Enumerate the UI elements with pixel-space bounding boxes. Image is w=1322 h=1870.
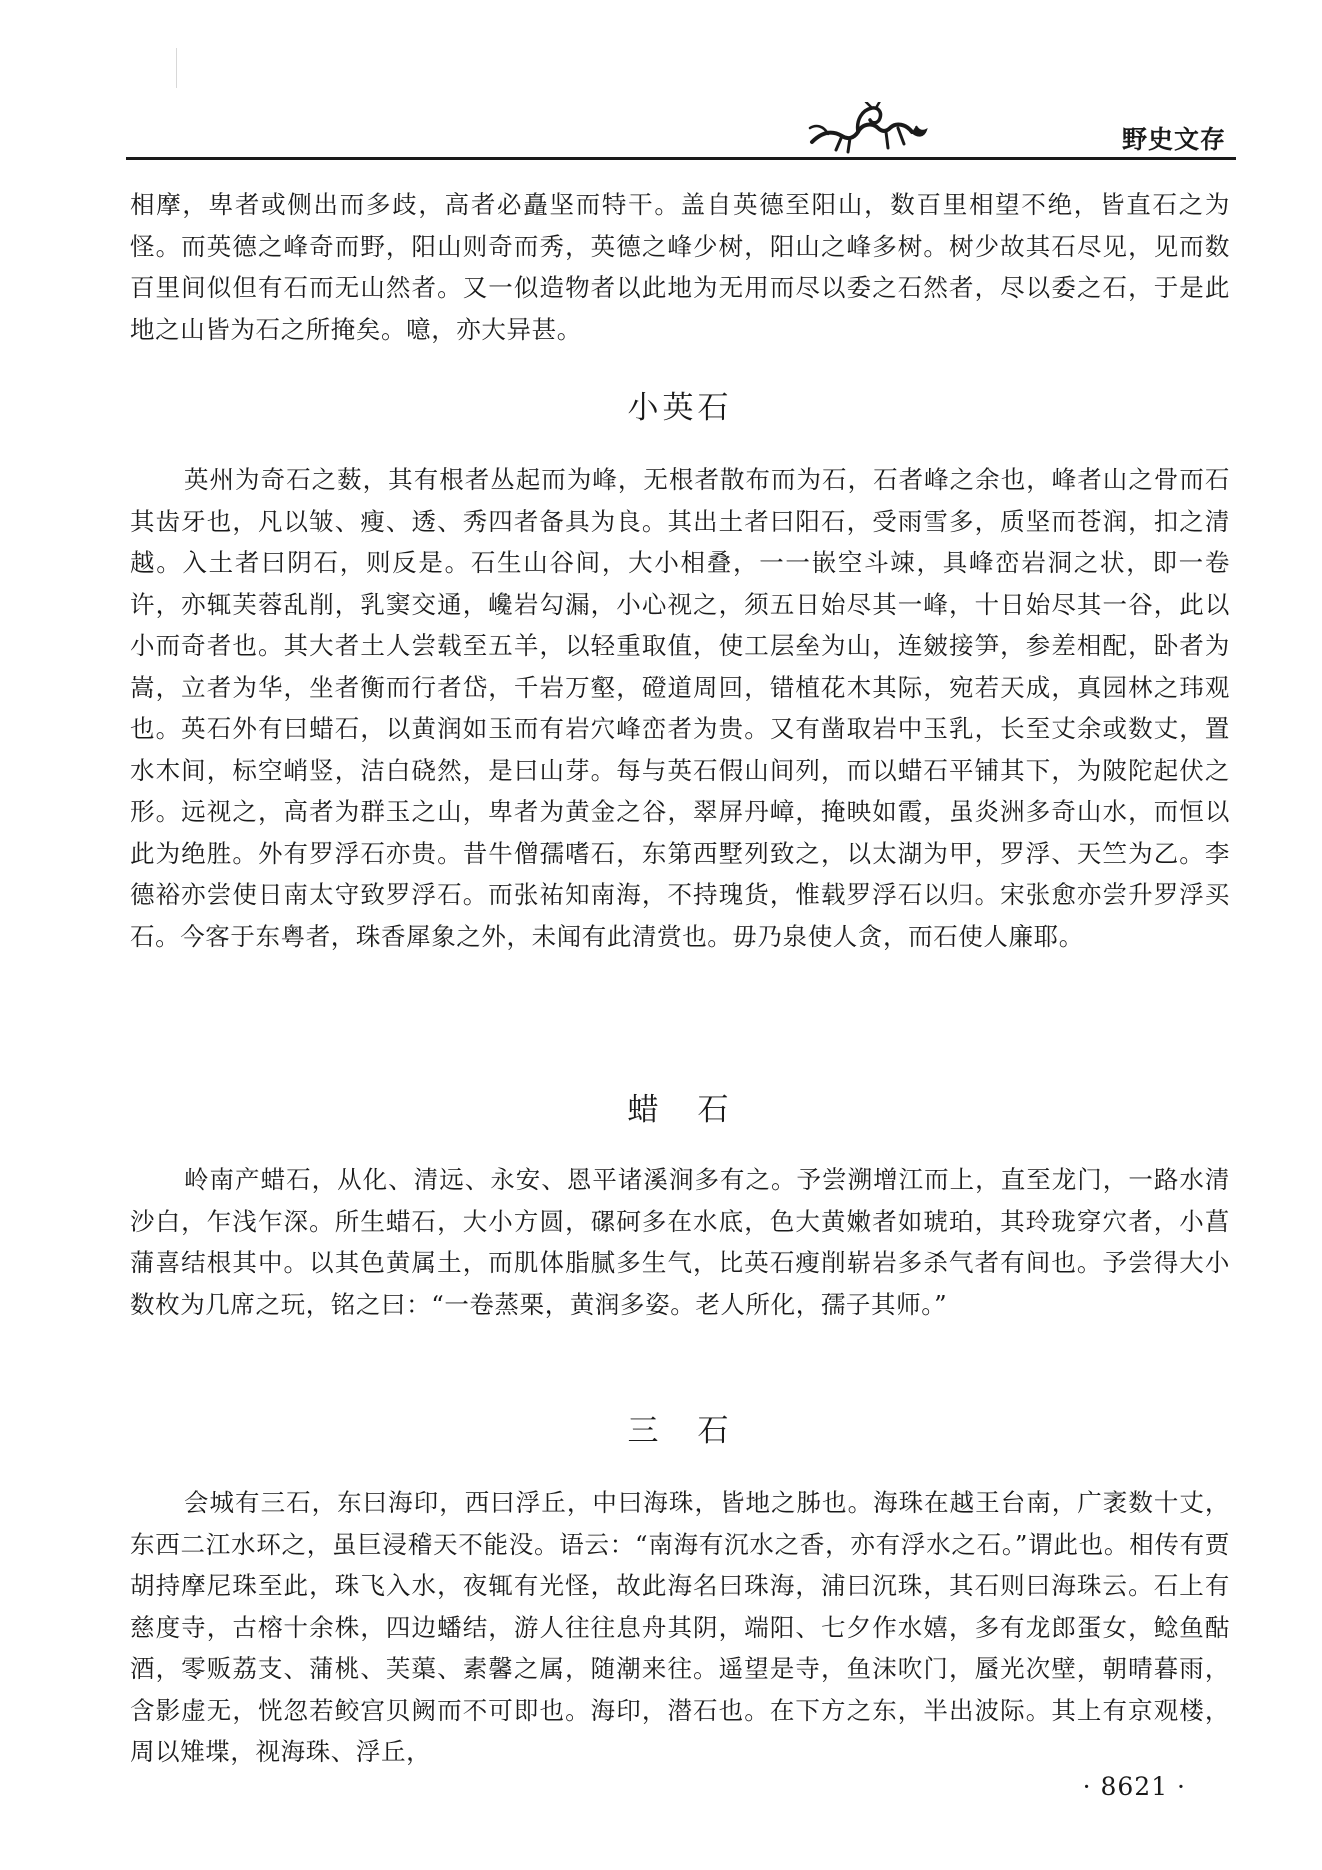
dragon-emblem-icon [802, 102, 932, 160]
section-title-sanshi: 三 石 [627, 1413, 733, 1449]
xiaoyingshi-block [130, 459, 1230, 957]
scan-margin-mark [176, 48, 177, 88]
page-number: · 8621 · [1082, 1772, 1186, 1801]
section-title-lashi: 蜡 石 [627, 1092, 733, 1128]
sanshi-block [130, 1482, 1230, 1773]
sanshi-paragraph: 会城有三石，东曰海印，西曰浮丘，中曰海珠，皆地之胏也。海珠在越王台南，广袤数十丈，东西二江水环之，虽巨浸稽天不能没。语云：“南海有沉水之香，亦有浮水之石。”谓此也。相传有贾胡持摩尼珠至此，珠飞入水，夜辄有光怪，故此海名曰珠海，浦曰沉珠，其石则曰海珠云。石上有慈度寺，古榕十余株，四边蟠结，游人往往息舟其阴，端阳、七夕作水嬉，多有龙郎蛋女，鲶鱼酤酒，零贩荔支、蒲桃、芙蕖、素馨之属，随潮来往。遥望是寺，鱼沫吹门，蜃光次壁，朝晴暮雨，含影虚无，恍忽若鲛宫贝阙而不可即也。海印，潜石也。在下方之东，半出波际。其上有京观楼，周以雉堞，视海珠、浮丘， [130, 1488, 1230, 1766]
xiaoyingshi-paragraph: 英州为奇石之薮，其有根者丛起而为峰，无根者散布而为石，石者峰之余也，峰者山之骨而石其齿牙也，凡以皱、瘦、透、秀四者备具为良。其出土者曰阳石，受雨雪多，质坚而苍润，扣之清越。入土者曰阴石，则反是。石生山谷间，大小相叠，一一嵌空斗竦，具峰峦岩洞之状，即一卷许，亦辄芙蓉乱削，乳窦交通，巉岩勾漏，小心视之，须五日始尽其一峰，十日始尽其一谷，此以小而奇者也。其大者土人尝载至五羊，以轻重取值，使工层垒为山，连皴接笋，参差相配，卧者为嵩，立者为华，坐者衡而行者岱，千岩万壑，磴道周回，错植花木其际，宛若天成，真园林之玮观也。英石外有曰蜡石，以黄润如玉而有岩穴峰峦者为贵。又有凿取岩中玉乳，长至丈余或数丈，置水木间，标空峭竖，洁白硗然，是曰山芽。每与英石假山间列，而以蜡石平铺其下，为陂陀起伏之形。远视之，高者为群玉之山，卑者为黄金之谷，翠屏丹嶂，掩映如霞，虽炎洲多奇山水，而恒以此为绝胜。外有罗浮石亦贵。昔牛僧孺嗜石，东第西墅列致之，以太湖为甲，罗浮、天竺为乙。李德裕亦尝使日南太守致罗浮石。而张祐知南海，不持瑰货，惟载罗浮石以归。宋张愈亦尝升罗浮买石。今客于东粤者，珠香犀象之外，未闻有此清赏也。毋乃泉使人贪，而石使人廉耶。 [130, 465, 1230, 951]
section-title-xiaoyingshi: 小英石 [627, 390, 733, 426]
header-rule [126, 157, 1236, 160]
intro-block [130, 184, 1230, 350]
intro-paragraph: 相摩，卑者或侧出而多歧，高者必矗坚而特干。盖自英德至阳山，数百里相望不绝，皆直石之为怪。而英德之峰奇而野，阳山则奇而秀，英德之峰少树，阳山之峰多树。树少故其石尽见，见而数百里间似但有石而无山然者。又一似造物者以此地为无用而尽以委之石然者，尽以委之石，于是此地之山皆为石之所掩矣。噫，亦大异甚。 [130, 190, 1230, 344]
lashi-block [130, 1159, 1230, 1325]
lashi-paragraph: 岭南产蜡石，从化、清远、永安、恩平诸溪涧多有之。予尝溯增江而上，直至龙门，一路水清沙白，乍浅乍深。所生蜡石，大小方圆，磥砢多在水底，色大黄嫩者如琥珀，其玲珑穿穴者，小菖蒲喜结根其中。以其色黄属土，而肌体脂腻多生气，比英石瘦削崭岩多杀气者有间也。予尝得大小数枚为几席之玩，铭之曰：“一卷蒸栗，黄润多姿。老人所化，孺子其师。” [130, 1165, 1230, 1319]
running-title: 野史文存 [1121, 125, 1226, 154]
page-header [126, 108, 1236, 160]
